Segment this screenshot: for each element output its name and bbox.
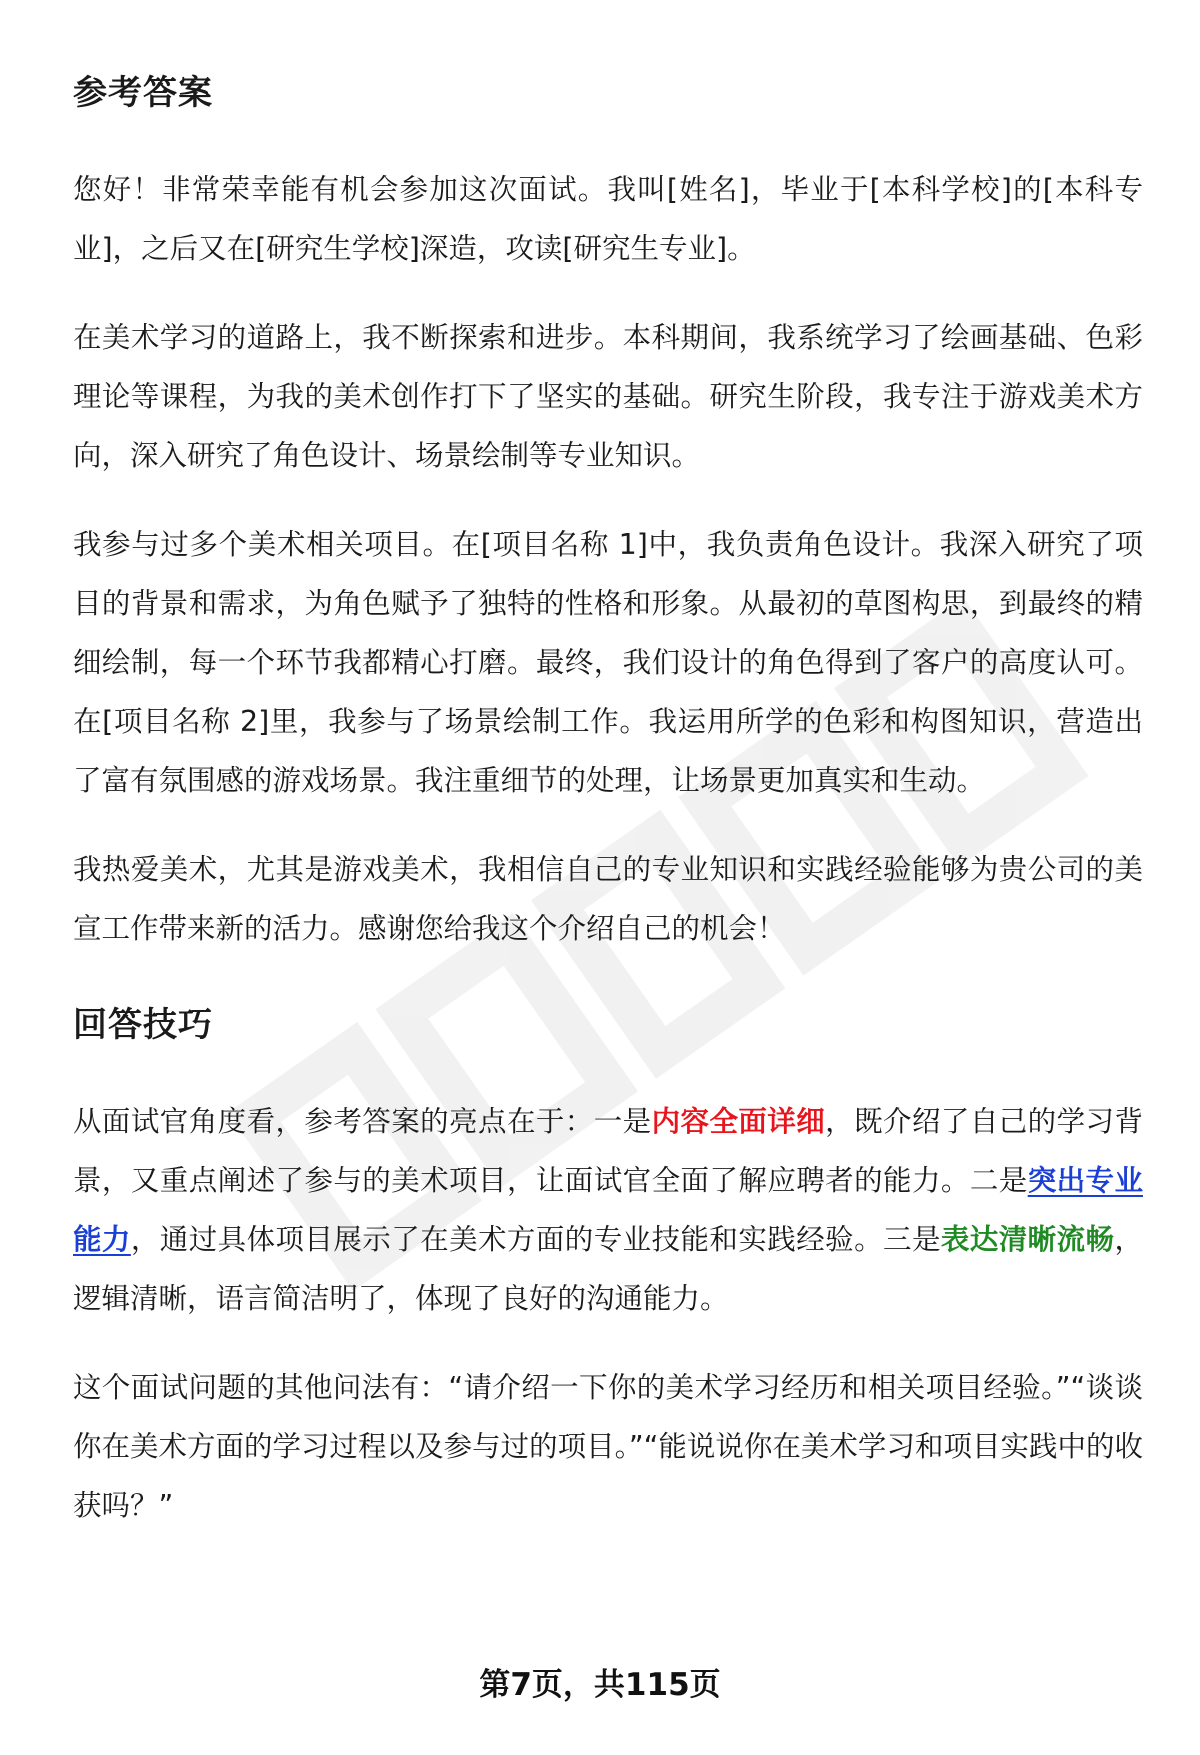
answer-paragraph-3: 我参与过多个美术相关项目。在[项目名称 1]中，我负责角色设计。我深入研究了项目的背景和需求，为角色赋予了独特的性格和形象。从最初的草图构思，到最终的精细绘制，每一个环节我都精心打磨。最终，我们设计的角色得到了客户的高度认可。在[项目名称 2]里，我参与了场景绘制工作。我运用所学的色彩和构图知识，营造出了富有氛围感的游戏场景。我注重细节的处理，让场景更加真实和生动。 [73, 528, 1143, 797]
tips-text-4: ，逻辑清晰，语言简洁明了，体现了良好的沟通能力。 [73, 1223, 1143, 1315]
tips-text-2: ，既介绍了自己的学习背景，又重点阐述了参与的美术项目，让面试官全面了解应聘者的能力。二是 [73, 1105, 1143, 1197]
answer-paragraph-1: 您好！非常荣幸能有机会参加这次面试。我叫[姓名]，毕业于[本科学校]的[本科专业]，之后又在[研究生学校]深造，攻读[研究生专业]。 [73, 173, 1143, 265]
tips-paragraph-1 [73, 1092, 1143, 1328]
highlight-clear-expression: 表达清晰流畅 [940, 1223, 1115, 1256]
document-content [73, 70, 1143, 1535]
heading-reference-answer: 参考答案 [73, 73, 213, 113]
answer-paragraph-4: 我热爱美术，尤其是游戏美术，我相信自己的专业知识和实践经验能够为贵公司的美宣工作带来新的活力。感谢您给我这个介绍自己的机会！ [73, 853, 1143, 945]
heading-answer-tips: 回答技巧 [73, 1005, 213, 1045]
tips-text-1: 从面试官角度看，参考答案的亮点在于：一是 [73, 1105, 652, 1138]
page-number: 第7页，共115页 [479, 1667, 721, 1703]
tips-text-3: ，通过具体项目展示了在美术方面的专业技能和实践经验。三是 [130, 1223, 941, 1256]
highlight-comprehensive: 内容全面详细 [651, 1105, 826, 1138]
answer-paragraph-2: 在美术学习的道路上，我不断探索和进步。本科期间，我系统学习了绘画基础、色彩理论等课程，为我的美术创作打下了坚实的基础。研究生阶段，我专注于游戏美术方向，深入研究了角色设计、场景绘制等专业知识。 [73, 321, 1143, 472]
tips-paragraph-2: 这个面试问题的其他问法有：“请介绍一下你的美术学习经历和相关项目经验。”“谈谈你在美术方面的学习过程以及参与过的项目。”“能说说你在美术学习和项目实践中的收获吗？” [73, 1371, 1143, 1522]
highlight-professional-ability: 突出专业能力 [73, 1164, 1143, 1256]
